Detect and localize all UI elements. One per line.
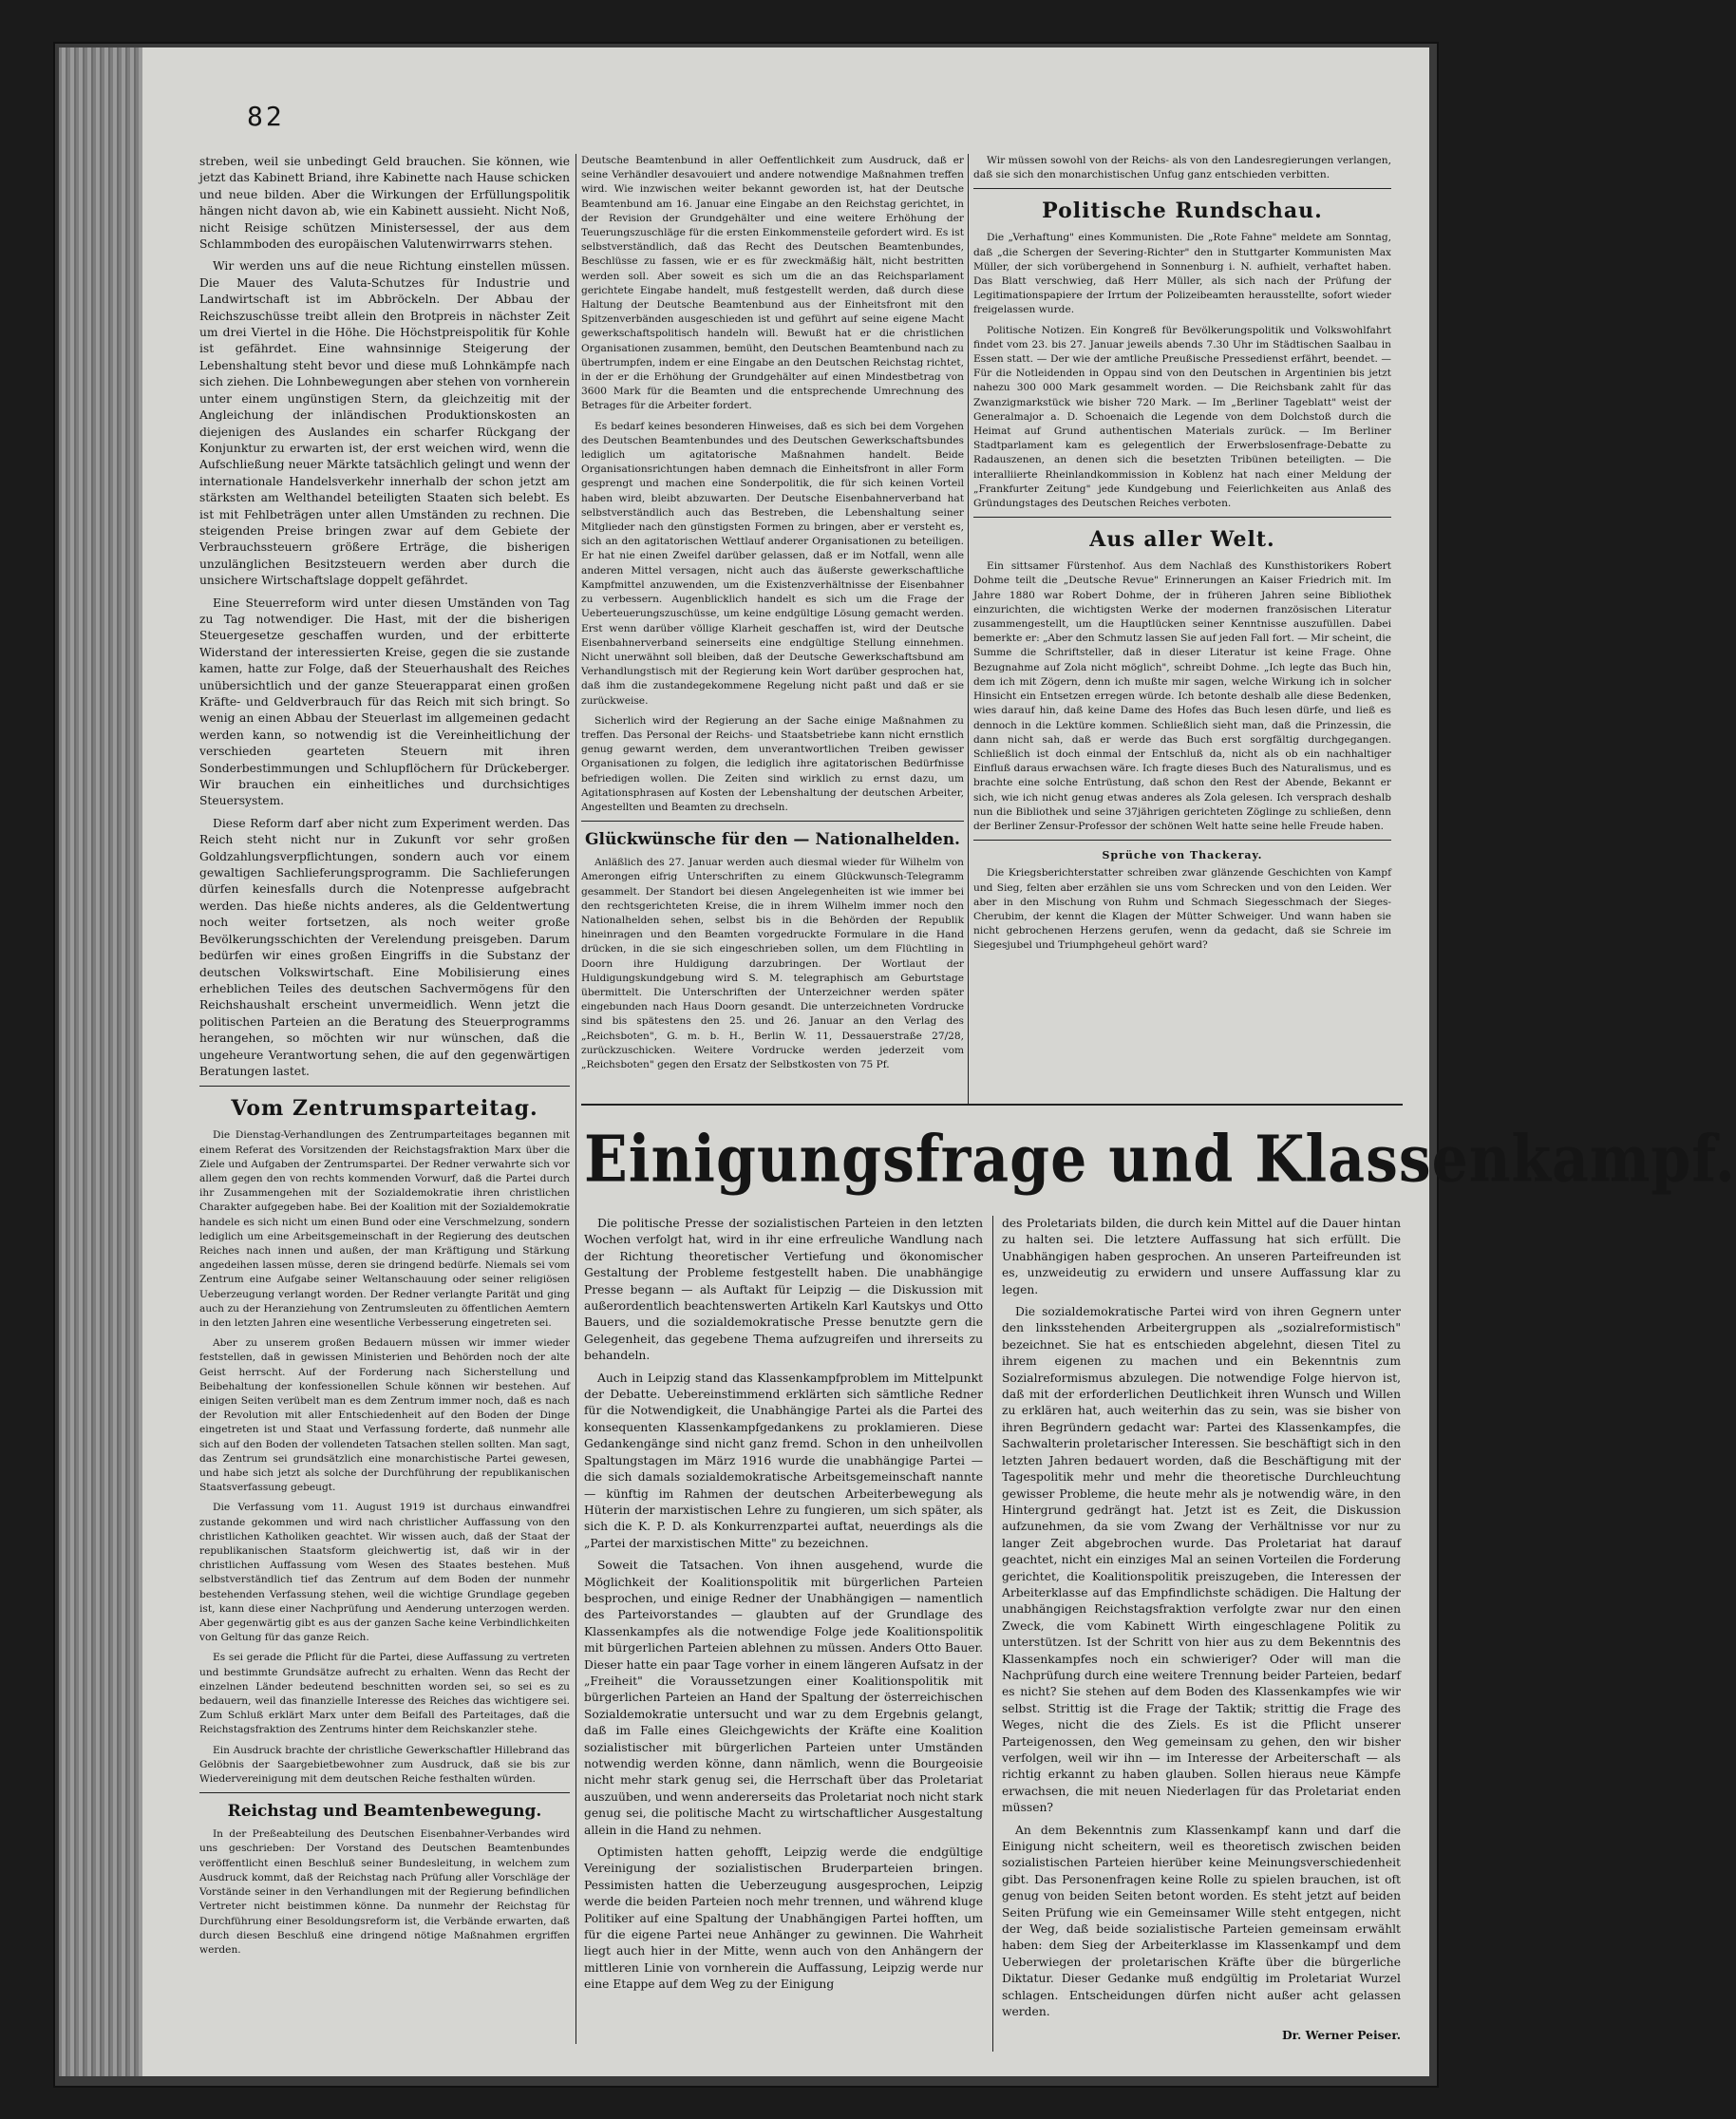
paragraph: Soweit die Tatsachen. Von ihnen ausgehend, wurde die Möglichkeit der Koalitionspolitik mit bürgerlichen Parteien besprochen, und einige Redner der Unabhängigen — namentlich des Parteivorstandes — glaubten auf der Grundlage des Klassenkampfes als die notwendige Folge jede Koalitionspolitik mit bürgerlichen Parteien ablehnen zu müssen. Anders Otto Bauer. Dieser hatte ein paar Tage vorher in einem längeren Aufsatz in der „Freiheit" die Voraussetzungen einer Koalitionspolitik mit bürgerlichen Parteien an Hand der Spaltung der österreichischen Sozialdemokratie untersucht und war zu dem Ergebnis gelangt, daß im Falle eines Gleichgewichts der Kräfte eine Koalition sozialistischer mit bürgerlichen Parteien unter Umständen notwendig werden könne, dann nämlich, wenn die Bourgeoisie nicht mehr stark genug sei, die Herrschaft über das Proletariat auszuüben, und wenn andererseits das Proletariat noch nicht stark genug sei, die politische Macht zu wirtschaftlicher Ausgestaltung allein in die Hand zu nehmen. — [584, 1559, 983, 1837]
section-heading: Reichstag und Beamtenbewegung. — [227, 1802, 542, 1822]
paragraph: Anläßlich des 27. Januar werden auch diesmal wieder für Wilhelm von Amerongen eifrig Unterschriften zu einem Glückwunsch-Telegramm gesammelt. Der Standort bei diesen Angelegenheiten ist wie immer bei den rechtsgerichteten Kreise, die in ihrem Wilhelm immer noch den Nationalhelden sehen, selbst bis in die Behörden der Republik hineinragen und den Beamten vorgedruckte Formulare in die Hand drücken, in die sie sich eingeschrieben sollen, um dem Flüchtling in Doorn ihre Huldigung darzubringen. Der Wortlaut der Huldigungskundgebung wird S. M. telegraphisch am Geburtstage übermittelt. Die Unterschriften der Unterzeichner werden später eingebunden nach Haus Doorn gesandt. Die unterzeichneten Vordrucke sind bis spätestens den 25. und 26. Januar an den Verlag des „Reichsboten", G. m. b. H., Berlin W. 11, Dessauerstraße 27/28, zurückzuschicken. Weitere Vordrucke werden jederzeit vom „Reichsboten" gegen den Ersatz der Selbstkosten von 75 Pf. — [581, 857, 964, 1070]
paragraph: Diese Reform darf aber nicht zum Experiment werden. Das Reich steht nicht nur in Zukunft vor sehr großen Goldzahlungsverpflichtungen, sondern auch vor einem gewaltigen Sachlieferungsprogramm. Die Sachlieferungen dürfen keinesfalls durch die Notenpresse aufgebracht werden. Das hieße nichts anderes, als die Geldentwertung noch weiter fortsetzen, als noch weiter große Bevölkerungsschichten der Verelendung preisgeben. Darum bedürfen wir eines großen Eingriffs in die Substanz der deutschen Volkswirtschaft. Eine Mobilisierung eines erheblichen Teiles des deutschen Sachvermögens für den Reichshaushalt erscheint unvermeidlich. Wenn jetzt die politischen Parteien an die Beratung des Steuerprogramms herangehen, so möchten wir nur wünschen, daß die ungeheure Verantwortung sehen, die auf den gegenwärtigen Beratungen lastet. — [199, 816, 570, 1078]
author-signature: Dr. Werner Peiser. — [1282, 2027, 1401, 2042]
divider — [199, 1792, 570, 1793]
section-heading: Vom Zentrumsparteitag. — [231, 1096, 538, 1122]
paragraph: Optimisten hatten gehofft, Leipzig werde die endgültige Vereinigung der sozialistischen Bruderparteien bringen. Pessimisten hatten die Ueberzeugung ausgesprochen, Leipzig werde die beiden Parteien noch mehr trennen, und während kluge Politiker auf eine Spaltung der Unabhängigen Partei hofften, um für die eigene Partei neue Anhänger zu gewinnen. Die Wahrheit liegt auch hier in der Mitte, wenn auch von den Anhängern der mittleren Linie von vornherein die Auffassung, Leipzig werde nur eine Etappe auf dem Weg zu der Einigung — [584, 1845, 983, 1992]
paragraph: Die „Verhaftung" eines Kommunisten. Die „Rote Fahne" meldete am Sonntag, daß „die Schergen der Severing-Richter" den in Stuttgarter Kommunisten Max Müller, der sich vorübergehend in Sonnenburg i. N. aufhielt, verhaftet haben. Das Blatt verschwieg, daß Herr Müller, als sich nach der Prüfung der Legitimationspapiere der Irrtum der Polizeibeamten herausstellte, sofort wieder freigelassen wurde. — [973, 232, 1391, 316]
section-heading: Politische Rundschau. — [1042, 199, 1323, 224]
paragraph: Die sozialdemokratische Partei wird von ihren Gegnern unter den linksstehenden Arbeitergruppen als „sozialreformistisch" bezeichnet. Sie hat es entschieden abgelehnt, diesen Titel zu ihrem eigenen zu machen und ein Bekenntnis zum Sozialreformismus abzulegen. Die notwendige Folge hiervon ist, daß mit der erforderlichen Deutlichkeit ihren Wunsch und Willen zu erklären hat, auch weiterhin das zu sein, was sie bisher von ihren Begründern gedacht war: Partei des Klassenkampfes, die Sachwalterin proletarischer Interessen. Sie beschäftigt sich in den letzten Jahren bedauert worden, daß die Beschäftigung mit der Tagespolitik mehr und mehr die theoretische Durchleuchtung gewisser Probleme, die heute mehr als je notwendig wäre, in den Hintergrund gedrängt hat. Jetzt ist es Zeit, die Diskussion aufzunehmen, da sie vom Zwang der Verhältnisse vor nur zu langer Zeit abgebrochen wurde. Das Proletariat hat darauf geachtet, nicht ein einziges Mal an seinen Vorteilen die Forderung gerichtet, die Koalitionspolitik preiszugeben, die Interessen der Arbeiterklasse auf das Empfindlichste schädigen. Die Haltung der unabhängigen Reichstagsfraktion verfolgte zwar nur den einen Zweck, die vom Kabinett Wirth eingeschlagene Politik zu unterstützen. Ist der Schritt von hier aus zu dem Bekenntnis des Klassenkampfes noch ein schwieriger? Oder will man die Nachprüfung durch eine weitere Trennung beider Parteien, bedarf es nicht? Sie stehen auf dem Boden des Klassenkampfes wie wir selbst. Strittig ist die Frage der Taktik; strittig die Frage des Weges, nicht die des Ziels. Es ist die Pflicht unserer Parteigenossen, den Weg gemeinsam zu gehen, den wir bisher verfolgen, weil wir ihn — im Interesse der Arbeiterschaft — als richtig erkannt zu haben glauben. Sollen hieraus neue Kämpfe erwachsen, die mit neuen Niederlagen für das Proletariat enden müssen? — [1002, 1305, 1401, 1815]
divider — [973, 840, 1391, 841]
paragraph: Es sei gerade die Pflicht für die Partei, diese Auffassung zu vertreten und bestimmte Grundsätze aufrecht zu erhalten. Wenn das Recht der einzelnen Länder bedeutend beschnitten worden sei, so sei es zu bedauern, weil das finanzielle Interesse des Reiches das wichtigere sei. Zum Schluß erklärt Marx unter dem Beifall des Parteitages, daß die Reichstagsfraktion des Zentrums hinter dem Reichskanzler stehe. — [199, 1652, 570, 1736]
column-rule — [968, 154, 969, 1104]
paragraph: Die Verfassung vom 11. August 1919 ist durchaus einwandfrei zustande gekommen und wird nach christlicher Auffassung von den christlichen Katholiken geachtet. Wir wissen auch, daß der Staat der republikanischen Staatsform gleichwertig ist, daß wir in der christlichen Auffassung vom Wesen des Staates bestehen. Muß selbstverständlich tief das Zentrum auf dem Boden der nunmehr bestehenden Verfassung stehen, weil die wichtige Grundlage gegeben ist, kann diese einer Nachprüfung und Aenderung unterzogen werden. Aber gegenwärtig gibt es aus der ganzen Sache keine Verbindlichkeiten von Geltung für das ganze Reich. — [199, 1502, 570, 1644]
divider — [581, 821, 964, 822]
paragraph: An dem Bekenntnis zum Klassenkampf kann und darf die Einigung nicht scheitern, weil es theoretisch zwischen beiden sozialistischen Parteien hierüber keine Meinungsverschiedenheit gibt. Das Personenfragen keine Rolle zu spielen brauchen, ist oft genug von beiden Seiten betont worden. Es steht jetzt auf beiden Seiten Prüfung wie ein Gemeinsamer Wille steht entgegen, nicht der Weg, daß beide sozialistische Parteien gemeinsam erwählt haben: dem Sieg der Arbeiterklasse im Klassenkampf und dem Ueberwiegen der proletarischen Kräfte über die bürgerliche Diktatur. Dieser Gedanke muß endgültig im Proletariat Wurzel schlagen. Entscheidungen dürfen nicht außer acht gelassen werden. — [1002, 1823, 1401, 2019]
paragraph: Eine Steuerreform wird unter diesen Umständen von Tag zu Tag notwendiger. Die Hast, mit der die bisherigen Steuergesetze geschaffen wurden, und der erbitterte Widerstand der interessierten Kreise, gegen die sie zustande kamen, hatte zur Folge, daß der Steuerhaushalt des Reiches unübersichtlich und der ganze Steuerapparat einen großen Kräfte- und Geldverbrauch für das Reich mit sich bringt. So wenig an einen Abbau der Steuerlast im allgemeinen gedacht werden kann, so notwendig ist die Vereinheitlichung der verschieden gearteten Steuern mit ihren Sonderbestimmungen und Schlupflöchern für Drückeberger. Wir brauchen ein einheitliches und durchsichtiges Steuersystem. — [199, 596, 570, 808]
divider — [973, 188, 1391, 189]
column-4 — [584, 1216, 983, 2061]
paragraph: In der Preßeabteilung des Deutschen Eisenbahner-Verbandes wird uns geschrieben: Der Vorstand des Deutschen Beamtenbundes veröffentlicht einen Beschluß seiner Bundesleitung, in welchem zum Ausdruck kommt, daß der Reichstag nach Prüfung aller Vorschläge der Vorstände seiner in den Verhandlungen mit der Regierung befindlichen Vertreter nicht beistimmen könne. Da nunmehr der Reichstag für Durchführung einer Besoldungsreform ist, die Verbände erwarten, daß durch diesen Beschluß eine dringend nötige Maßnahmen ergriffen werden. — [199, 1828, 570, 1956]
divider — [973, 517, 1391, 518]
paragraph: Wir müssen sowohl von der Reichs- als von den Landesregierungen verlangen, daß sie sich den monarchistischen Unfug ganz entschieden verbitten. — [973, 155, 1391, 181]
column-rule — [992, 1216, 993, 2052]
newspaper-page — [142, 47, 1736, 2076]
section-heading: Aus aller Welt. — [1089, 527, 1275, 553]
column-2 — [581, 154, 964, 1104]
paragraph: Ein sittsamer Fürstenhof. Aus dem Nachlaß des Kunsthistorikers Robert Dohme teilt die „Deutsche Revue" Erinnerungen an Kaiser Friedrich mit. Im Jahre 1880 war Robert Dohme, der in früheren Jahren seine Bibliothek einzurichten, die wichtigsten Werke der modernen französischen Literatur zusammengestellt, um die Hauptlücken seiner Kenntnisse auszufüllen. Dabei bemerkte er: „Aber den Schmutz lassen Sie auf jeden Fall fort. — Mir scheint, die Summe die Schriftsteller, daß in dieser Literatur ist keine Frage. Ohne Bezugnahme auf Zola nicht möglich", schreibt Dohme. „Ich legte das Buch hin, dem ich mit Zögern, denn ich mußte mir sagen, welche Wirkung ich in solcher Hinsicht ein Entsetzen erregen würde. Ich betonte deshalb alle diese Bedenken, wies darauf hin, daß keine Dame des Hofes das Buch lesen dürfe, und ließ es dennoch in die Lektüre kommen. Schließlich sieht man, daß die Prinzessin, die dann nicht sah, daß er werde das Buch erst sorgfältig durchgegangen. Schließlich ist doch einmal der Entschluß da, nicht als ob ein nachhaltiger Einfluß daraus erwachsen wäre. Ich fragte dieses Buch des Naturalismus, und es brachte eine solche Entrüstung, daß schon den Rest der Abende, Bekannt er sich, wie ich nicht genug etwas anderes als Zola gelesen. Ich versprach deshalb nun die Bibliothek und seine 37jährigen gerichteten Zöglinge zu schließen, denn der Berliner Zensur-Professor der schönen Welt hatte seine helle Freude haben. — [973, 560, 1391, 832]
paragraph: streben, weil sie unbedingt Geld brauchen. Sie können, wie jetzt das Kabinett Briand, ihre Kabinette nach Hause schicken und neue bilden. Aber die Wirkungen der Erfüllungspolitik hängen nicht davon ab, wie ein Kabinett aussieht. Nicht Noß, nicht Reisige schützen Ministersessel, der aus dem Schlammboden des europäischen Valutenwirrwarrs stehen. — [199, 155, 570, 252]
main-headline: Einigungsfrage und Klassenkampf. — [584, 1122, 1736, 1198]
paragraph: Auch in Leipzig stand das Klassenkampfproblem im Mittelpunkt der Debatte. Uebereinstimmend erklärten sich sämtliche Redner für die Notwendigkeit, die Unabhängige Partei als die Partei des konsequenten Klassenkampfgedankens zu proklamieren. Diese Gedankengänge sind nicht ganz fremd. Schon in den unheilvollen Spaltungstagen im März 1916 wurde die unabhängige Partei — die sich damals sozialdemokratische Arbeitsgemeinschaft nannte — künftig im Rahmen der deutschen Arbeiterbewegung als Hüterin der marxistischen Lehre zu fungieren, um sich später, als sich die K. P. D. als Konkurrenzpartei auftat, neuerdings als die „Partei der marxistischen Mitte" zu bezeichnen. — [584, 1371, 983, 1550]
column-5 — [1002, 1216, 1401, 2061]
paragraph: Deutsche Beamtenbund in aller Oeffentlichkeit zum Ausdruck, daß er seine Verhändler desavouiert und andere notwendige Maßnahmen treffen wird. Wie inzwischen weiter bekannt geworden ist, hat der Deutsche Beamtenbund am 16. Januar eine Eingabe an den Reichstag gerichtet, in der Revision der Grundgehälter und eine weitere Erhöhung der Teuerungszuschläge für die ersten Einkommensteile gefordert wird. Es ist selbstverständlich, daß das Recht des Deutschen Beamtenbundes, Beschlüsse zu fassen, wie er es für zweckmäßig hält, nicht bestritten werden soll. Aber soweit es sich um die an das Reichsparlament gerichtete Eingabe handelt, muß festgestellt werden, daß durch diese Haltung der Deutsche Beamtenbund aus der Einheitsfront mit den Spitzenverbänden ausgeschieden ist und geführt auf seine eigene Macht gewerkschaftspolitisch handeln will. Bewußt hat er die christlichen Organisationen zusammen, bemüht, den Deutschen Beamtenbund nach zu übertrumpfen, indem er eine Eingabe an den Deutschen Reichstag richtet, in der er die Erhöhung der Grundgehälter auf einen Mindestbetrag von 3600 Mark für die Beamten und die entsprechende Umrechnung des Betrages für die Arbeiter fordert. — [581, 155, 964, 412]
paragraph: Die politische Presse der sozialistischen Parteien in den letzten Wochen verfolgt hat, wird in ihr eine erfreuliche Wandlung nach der Richtung theoretischer Vertiefung und ökonomischer Gestaltung der Probleme festgestellt haben. Die unabhängige Presse begann — als Auftakt für Leipzig — die Diskussion mit außerordentlich beachtenswerten Artikeln Karl Kautskys und Otto Bauers, und die sozialdemokratische Presse benutzte gern die Gelegenheit, das gegebene Thema aufzugreifen und ihrerseits zu behandeln. — [584, 1217, 983, 1363]
paragraph: Ein Ausdruck brachte der christliche Gewerkschaftler Hillebrand das Gelöbnis der Saargebietbewohner zum Ausdruck, daß sie bis zur Wiedervereinigung mit dem deutschen Reiche festhalten würden. — [199, 1744, 570, 1786]
paragraph: Die Kriegsberichterstatter schreiben zwar glänzende Geschichten von Kampf und Sieg, felten aber erzählen sie uns vom Schrecken und von den Leiden. Wer aber in den Mischung von Ruhm und Schmach Siegesschmach der Sieges-Cherubim, der kennt die Klagen der Mütter Schweiger. Und wann haben sie nicht gebrochenen Herzens gerufen, wenn da gedacht, daß sie Schreie im Siegesjubel und Triumphgeheul gehört ward? — [973, 867, 1391, 952]
divider — [199, 1086, 570, 1087]
paragraph: Politische Notizen. Ein Kongreß für Bevölkerungspolitik und Volkswohlfahrt findet vom 23. bis 27. Januar jeweils abends 7.30 Uhr im Städtischen Saalbau in Essen statt. — Der wie der amtliche Preußische Pressedienst erfährt, beendet. — Für die Notleidenden in Oppau sind von den Deutschen in Argentinien bis jetzt nahezu 300 000 Mark gesammelt worden. — Die Reichsbank zahlt für das Zwanzigmarkstück wie bisher 720 Mark. — Im „Berliner Tageblatt" weist der Generalmajor a. D. Schoenaich die Legende von dem Dolchstoß durch die Heimat auf Grund authentischen Materials zurück. — Im Berliner Stadtparlament kam es gelegentlich der Erwerbslosenfrage-Debatte zu Radauszenen, an denen sich die besetzten Tribünen beteiligten. — Die interalliierte Rheinlandkommission in Koblenz hat nach einer Meldung der „Frankfurter Zeitung" jede Kundgebung und Feierlichkeiten aus Anlaß des Gründungstages des Deutschen Reiches verboten. — [973, 324, 1391, 510]
paragraph: Es bedarf keines besonderen Hinweises, daß es sich bei dem Vorgehen des Deutschen Beamtenbundes und des Deutschen Gewerkschaftsbundes lediglich um agitatorische Maßnahmen handelt. Beide Organisationsrichtungen haben demnach die Einheitsfront in aller Form gesprengt und machen eine Sonderpolitik, die für sich keinen Vorteil haben wird, bleibt abzuwarten. Der Deutsche Eisenbahnerverband hat selbstverständlich auch das Bestreben, die Lebenshaltung seiner Mitglieder nach den günstigsten Formen zu bringen, aber er versteht es, sich an den agitatorischen Wettlauf anderer Organisationen zu beteiligen. Er hat nie einen Zweifel darüber gelassen, daß er im Notfall, wenn alle anderen Mittel versagen, nicht auch das äußerste gewerkschaftliche Kampfmittel anzuwenden, um die Existenzverhältnisse der Eisenbahner zu verbessern. Augenblicklich handelt es sich um die Frage der Ueberteuerungszuschüsse, um keine endgültige Lösung gemacht werden. Erst wenn darüber völlige Klarheit geschaffen ist, wird der Deutsche Eisenbahnerverband seinerseits eine endgültige Stellung einnehmen. Nicht unerwähnt soll bleiben, daß der Deutsche Gewerkschaftsbund am Verhandlungstisch mit der Regierung kein Wort darüber gesprochen hat, daß ihm die zustandegekommene Regelung nicht paßt und daß er sie zurückweise. — [581, 420, 964, 707]
paragraph: des Proletariats bilden, die durch kein Mittel auf die Dauer hintan zu halten sei. Die letztere Auffassung hat sich erfüllt. Die Unabhängigen haben gesprochen. An unseren Parteifreunden ist es, unzweideutig zu erwidern und unsere Auffassung klar zu legen. — [1002, 1217, 1401, 1296]
section-heading: Sprüche von Thackeray. — [1102, 849, 1263, 862]
paragraph: Die Dienstag-Verhandlungen des Zentrumparteitages begannen mit einem Referat des Vorsitzenden der Reichstagsfraktion Marx über die Ziele und Aufgaben der Zentrumspartei. Der Redner verwahrte sich vor allem gegen den von rechts kommenden Vorwurf, daß die Partei durch ihr Zusammengehen mit der Sozialdemokratie ihren christlichen Charakter aufgegeben habe. Bei der Koalition mit der Sozialdemokratie handele es sich nicht um einen Bund oder eine Verschmelzung, sondern lediglich um eine Arbeitsgemeinschaft in der Regierung des deutschen Reiches nach innen und außen, der man Kräftigung und Stärkung angedeihen lassen müsse, deren sie dringend bedürfe. Niemals sei vom Zentrum eine Aufgabe seiner Weltanschauung oder seiner religiösen Ueberzeugung verlangt worden. Der Redner verlangte Parität und ging auch zu der Heranziehung von Zentrumsleuten zu öffentlichen Aemtern in den letzten Jahren eine wesentliche Verbesserung eingetreten sei. — [199, 1129, 570, 1329]
paragraph: Wir werden uns auf die neue Richtung einstellen müssen. Die Mauer des Valuta-Schutzes für Industrie und Landwirtschaft ist im Abbröckeln. Der Abbau der Reichszuschüsse treibt allein den Brotpreis in nächster Zeit um drei Viertel in die Höhe. Die Höchstpreispolitik für Kohle ist gefährdet. Eine wahnsinnige Steigerung der Lebenshaltung steht bevor und diese muß Lohnkämpfe nach sich ziehen. Die Lohnbewegungen aber stehen von vornherein unter einem ungünstigen Stern, da gleichzeitig mit der Angleichung der inländischen Produktionskosten an diejenigen des Auslandes ein scharfer Rückgang der Konjunktur zu erwarten ist, der erst weichen wird, wenn die Aufschließung neuer Märkte tatsächlich gelingt und wenn der internationale Handelsverkehr innerhalb der schon jetzt am stärksten am Welthandel beteiligten Staaten sich belebt. Es ist mit Fehlbeträgen unter allen Umständen zu rechnen. Die steigenden Preise bringen zwar auf dem Gebiete der Verbrauchssteuern größere Erträge, die bisherigen unzulänglichen Besitzsteuern werden aber durch die unsichere Wirtschaftslage doppelt gefährdet. — [199, 259, 570, 588]
book-binding — [59, 47, 142, 2076]
column-3 — [973, 154, 1391, 1113]
section-heading: Glückwünsche für den — Nationalhelden. — [585, 830, 960, 850]
column-1 — [199, 154, 570, 2039]
page-number: 82 — [247, 101, 285, 132]
paragraph: Sicherlich wird der Regierung an der Sache einige Maßnahmen zu treffen. Das Personal der Reichs- und Staatsbetriebe kann nicht ernstlich genug gewarnt werden, dem unverantwortlichen Treiben gewisser Organisationen zu folgen, die lediglich ihre agitatorischen Bedürfnisse befriedigen wollen. Die Zeiten sind wirklich zu ernst dazu, um Agitationsphrasen auf Kosten der Lebenshaltung der deutschen Arbeiter, Angestellten und Beamten zu drechseln. — [581, 714, 964, 813]
paragraph: Aber zu unserem großen Bedauern müssen wir immer wieder feststellen, daß in gewissen Ministerien und Behörden noch der alte Geist herrscht. Auf der Forderung nach Sicherstellung und Beibehaltung der konfessionellen Schule können wir bestehen. Auf einigen Seiten verübelt man es dem Zentrum immer noch, daß es nach der Revolution mit aller Entschiedenheit auf den Boden der Dinge eingetreten ist und Staat und Verfassung forderte, daß nunmehr alle sich auf den Boden der vollendeten Tatsachen stellen sollten. Man sagt, das Zentrum sei grundsätzlich eine monarchistische Partei gewesen, und habe sich jetzt als solche der Durchführung der republikanischen Staatsverfassung gebeugt. — [199, 1337, 570, 1494]
headline-rule — [581, 1104, 1403, 1106]
